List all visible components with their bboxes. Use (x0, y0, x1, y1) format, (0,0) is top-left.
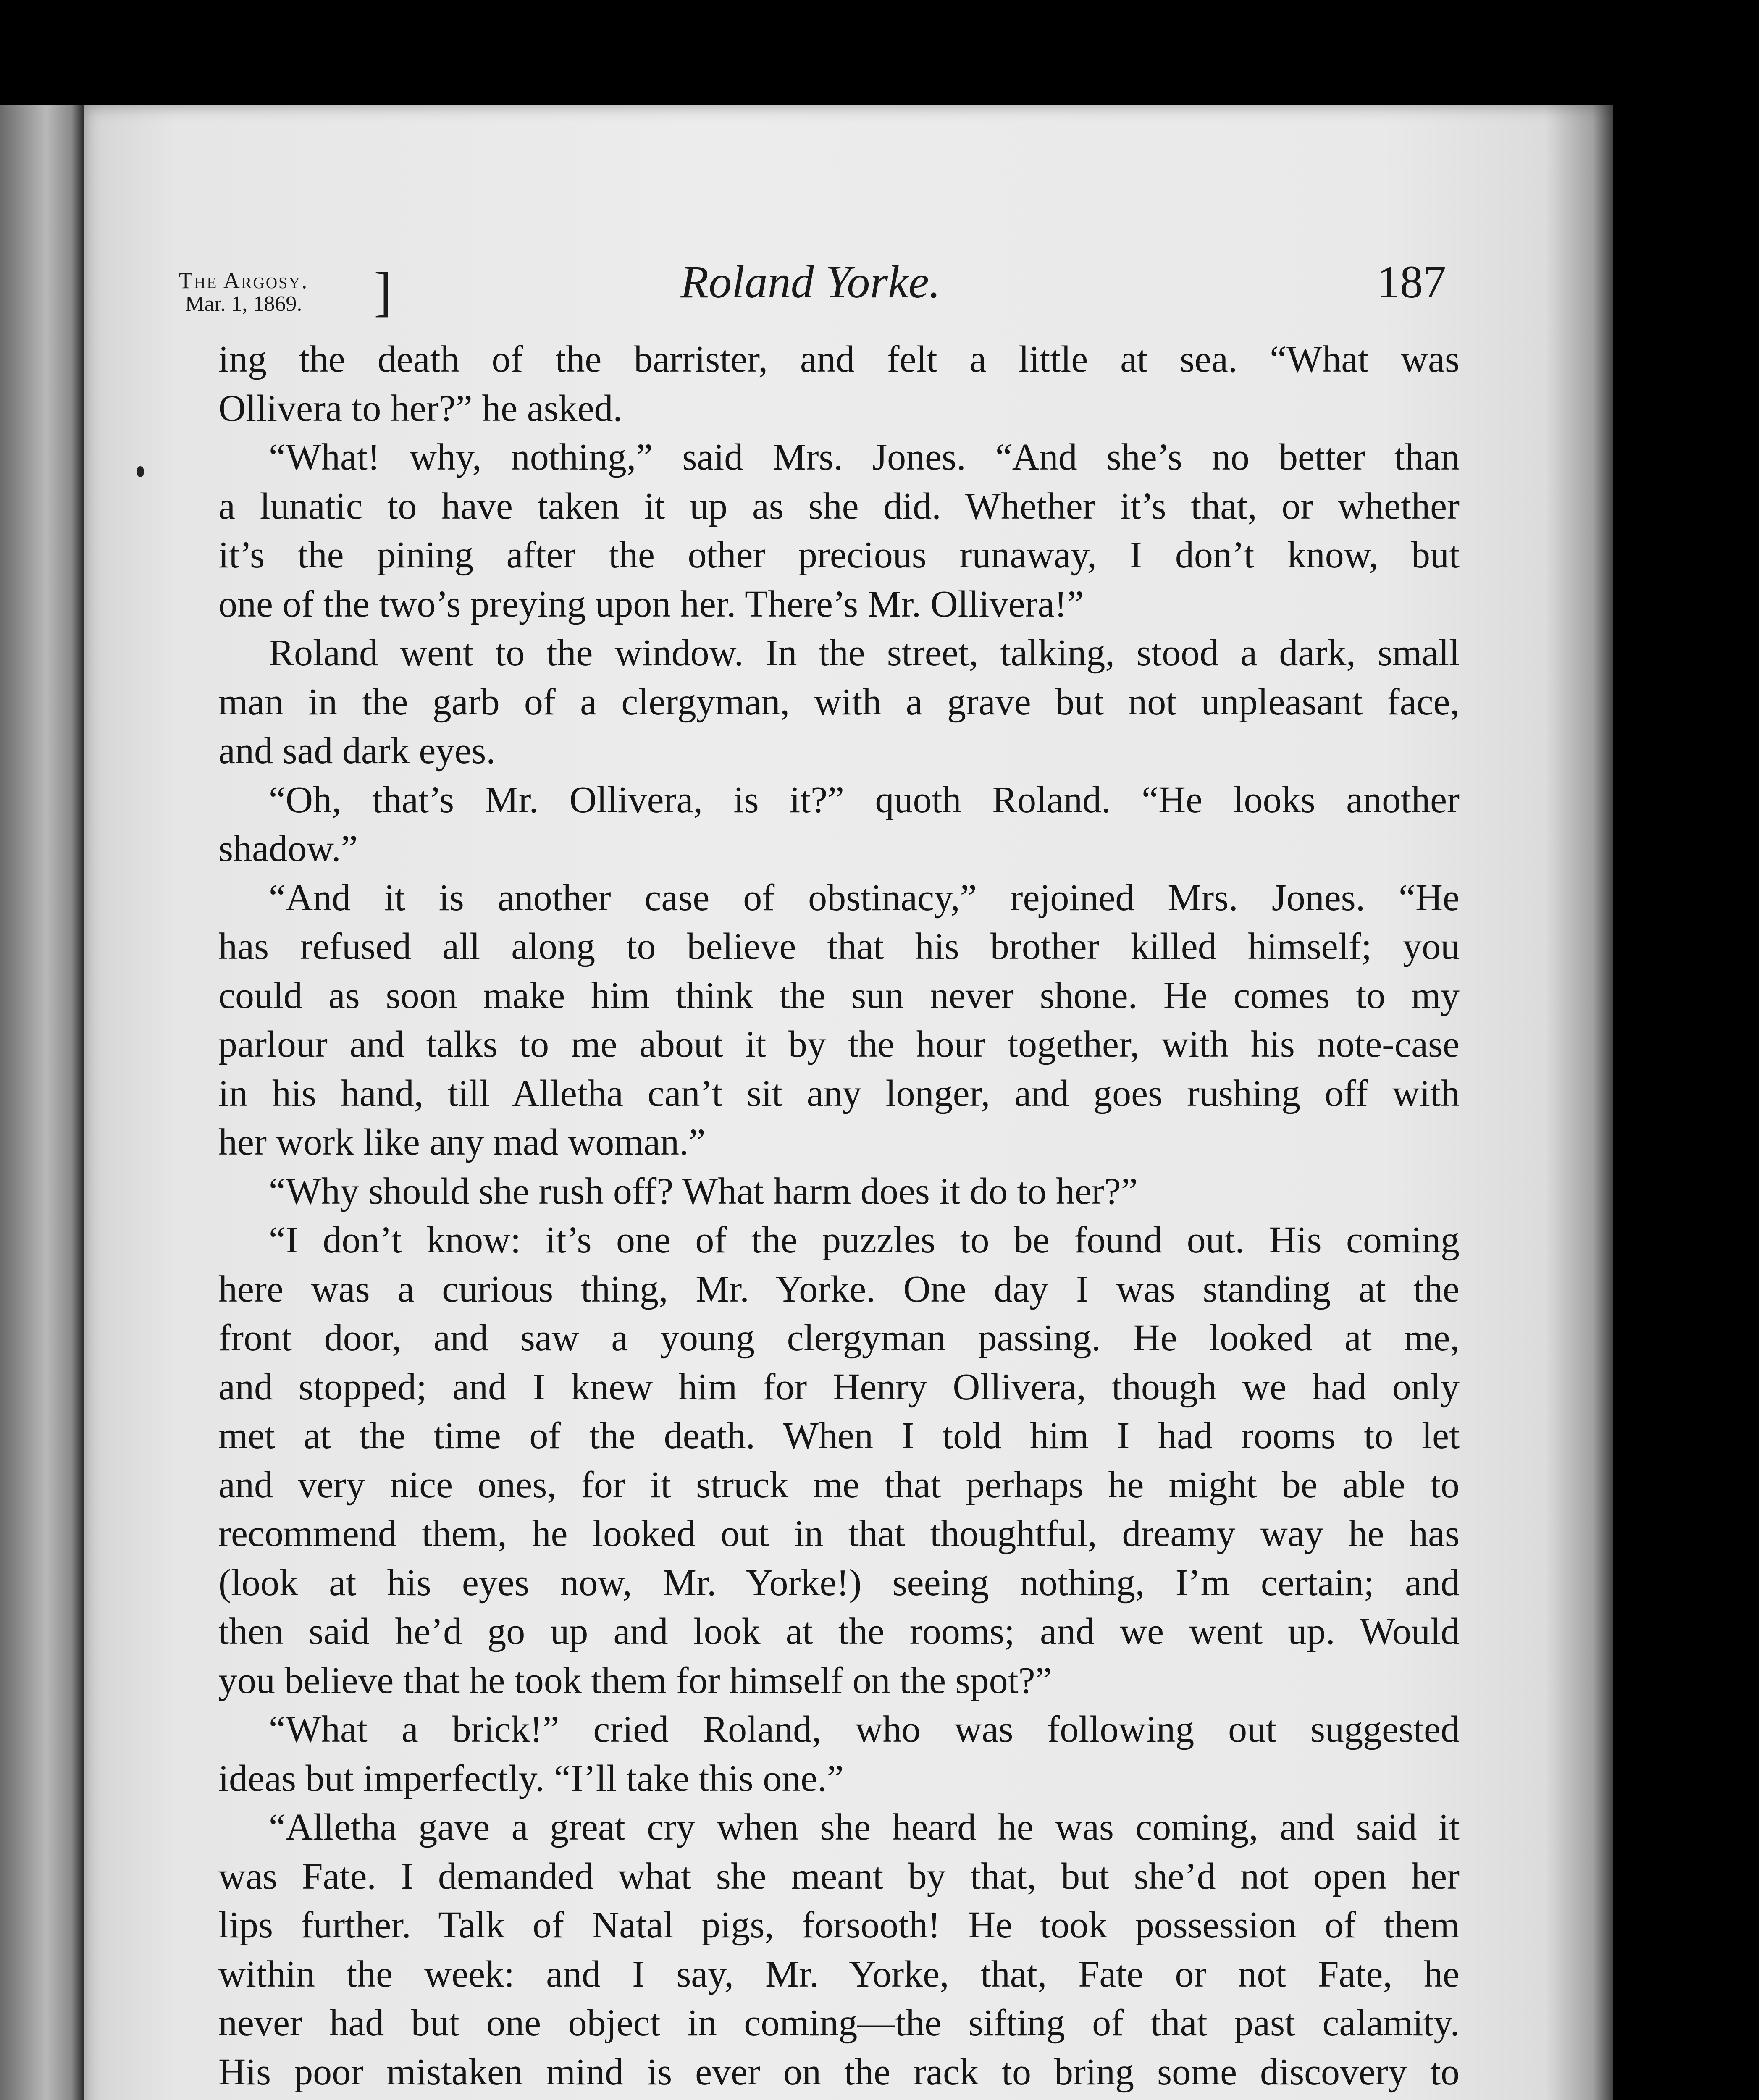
text-line: ideas but imperfectly. “I’ll take this one.” (218, 1757, 844, 1799)
text-line: “What! why, nothing,” said Mrs. Jones. “And she’s no better than (269, 436, 1460, 478)
text-line: Ollivera to her?” he asked. (218, 387, 623, 429)
text-line: within the week: and I say, Mr. Yorke, that, Fate or not Fate, he (218, 1953, 1460, 1995)
text-line: man in the garb of a clergyman, with a grave but not unpleasant face, (218, 681, 1460, 723)
text-line: could as soon make him think the sun never shone. He comes to my (218, 974, 1460, 1016)
text-line: then said he’d go up and look at the rooms; and we went up. Would (218, 1611, 1460, 1652)
text-line: and stopped; and I knew him for Henry Ollivera, though we had only (218, 1366, 1460, 1408)
text-line: was Fate. I demanded what she meant by that, but she’d not open her (218, 1855, 1460, 1897)
text-line: never had but one object in coming—the sifting of that past calamity. (218, 2002, 1460, 2044)
text-line: one of the two’s preying upon her. There’s Mr. Ollivera!” (218, 583, 1084, 625)
periodical-imprint (118, 269, 370, 315)
text-line: recommend them, he looked out in that thoughtful, dreamy way he has (218, 1513, 1460, 1554)
text-line: His poor mistaken mind is ever on the rack to bring some discovery to (218, 2051, 1460, 2093)
text-line: “What a brick!” cried Roland, who was following out suggested (269, 1709, 1460, 1750)
text-line: “And it is another case of obstinacy,” rejoined Mrs. Jones. “He (269, 877, 1460, 919)
text-line: in his hand, till Alletha can’t sit any longer, and goes rushing off with (218, 1072, 1460, 1114)
text-line: “Oh, that’s Mr. Ollivera, is it?” quoth Roland. “He looks another (269, 779, 1460, 821)
text-line (218, 2097, 1460, 2100)
ink-speck (137, 466, 144, 477)
text-line: here was a curious thing, Mr. Yorke. One day I was standing at the (218, 1268, 1460, 1310)
issue-date: Mar. 1, 1869. (185, 291, 302, 316)
text-line: a lunatic to have taken it up as she did. Whether it’s that, or whether (218, 485, 1460, 527)
text-line: (look at his eyes now, Mr. Yorke!) seeing nothing, I’m certain; and (218, 1562, 1460, 1604)
running-title: Roland Yorke. (680, 256, 941, 307)
text-line: Roland went to the window. In the street, talking, stood a dark, small (269, 632, 1460, 674)
page-number: 187 (1377, 256, 1446, 307)
text-line: it’s the pining after the other precious runaway, I don’t know, but (218, 534, 1460, 576)
text-line: “I don’t know: it’s one of the puzzles to be found out. His coming (269, 1219, 1460, 1261)
text-line: shadow.” (218, 828, 358, 869)
text-line: and very nice ones, for it struck me that perhaps he might be able to (218, 1464, 1460, 1506)
text-line: her work like any mad woman.” (218, 1121, 706, 1163)
text-line: “Why should she rush off? What harm does it do to her?” (269, 1170, 1138, 1212)
text-line: ing the death of the barrister, and felt a little at sea. “What was (218, 339, 1460, 380)
text-line: lips further. Talk of Natal pigs, forsooth! He took possession of them (218, 1904, 1460, 1946)
page-gutter-shadow (1546, 105, 1613, 2100)
text-line: met at the time of the death. When I told him I had rooms to let (218, 1415, 1460, 1457)
periodical-name: The Argosy. (179, 268, 309, 293)
text-line: you believe that he took them for himself on the spot?” (218, 1659, 1052, 1701)
previous-page-edge (0, 105, 84, 2100)
text-line: front door, and saw a young clergyman passing. He looked at me, (218, 1317, 1460, 1359)
imprint-bracket: ] (374, 262, 392, 322)
text-line: has refused all along to believe that his brother killed himself; you (218, 926, 1460, 967)
body-text (218, 335, 1460, 2100)
text-line: and sad dark eyes. (218, 730, 496, 772)
text-line: parlour and talks to me about it by the hour together, with his note-case (218, 1024, 1460, 1065)
text-line: “Alletha gave a great cry when she heard he was coming, and said it (269, 1806, 1460, 1848)
